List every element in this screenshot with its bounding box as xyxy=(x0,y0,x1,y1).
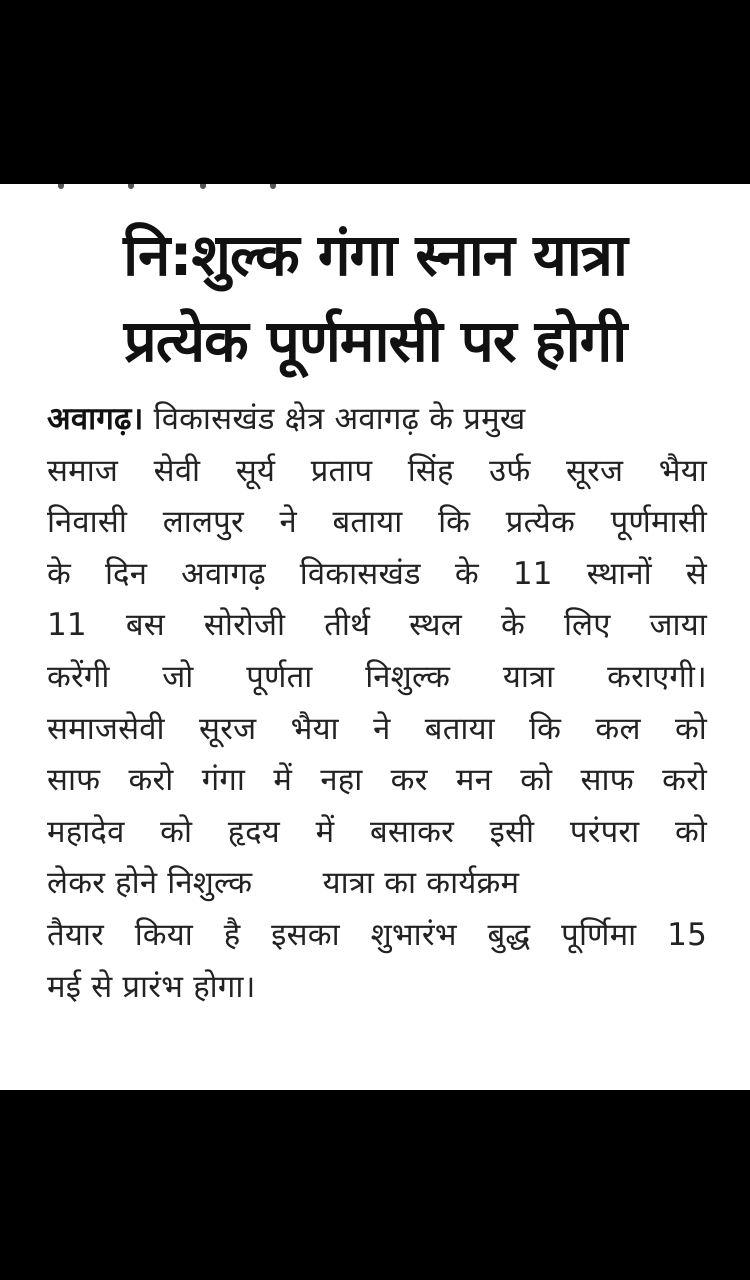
article-line-1-text: विकासखंड क्षेत्र अवागढ़ के प्रमुख xyxy=(143,401,526,437)
top-black-bar xyxy=(0,0,750,184)
article-line-2: समाज सेवी सूर्य प्रताप सिंह उर्फ सूरज भैया xyxy=(47,452,707,489)
bottom-black-bar xyxy=(0,1090,750,1280)
torn-edge-marks xyxy=(30,184,290,192)
dateline: अवागढ़। xyxy=(47,401,144,437)
article-line-10: लेकर होने निशुल्क यात्रा का कार्यक्रम xyxy=(47,865,520,902)
article-line-11: तैयार किया है इसका शुभारंभ बुद्ध पूर्णिमा 15 xyxy=(47,916,707,953)
article-line-8: साफ करो गंगा में नहा कर मन को साफ करो xyxy=(47,762,707,799)
headline xyxy=(20,212,730,384)
article-line-3: निवासी लालपुर ने बताया कि प्रत्येक पूर्णमासी xyxy=(47,504,707,541)
article-line-1 xyxy=(47,394,707,446)
article-body xyxy=(47,394,707,1013)
newspaper-clipping xyxy=(0,184,750,1090)
article-line-9: महादेव को हृदय में बसाकर इसी परंपरा को xyxy=(47,813,707,850)
article-line-4: के दिन अवागढ़ विकासखंड के 11 स्थानों से xyxy=(47,555,707,592)
article-line-12: मई से प्रारंभ होगा। xyxy=(47,968,256,1005)
article-line-6: करेंगी जो पूर्णता निशुल्क यात्रा कराएगी। xyxy=(47,658,707,695)
headline-line-2: प्रत्येक पूर्णमासी पर होगी xyxy=(123,307,627,375)
headline-line-1: नि:शुल्क गंगा स्नान यात्रा xyxy=(123,221,627,289)
article-line-7: समाजसेवी सूरज भैया ने बताया कि कल को xyxy=(47,710,707,747)
article-line-5: 11 बस सोरोजी तीर्थ स्थल के लिए जाया xyxy=(47,607,707,644)
